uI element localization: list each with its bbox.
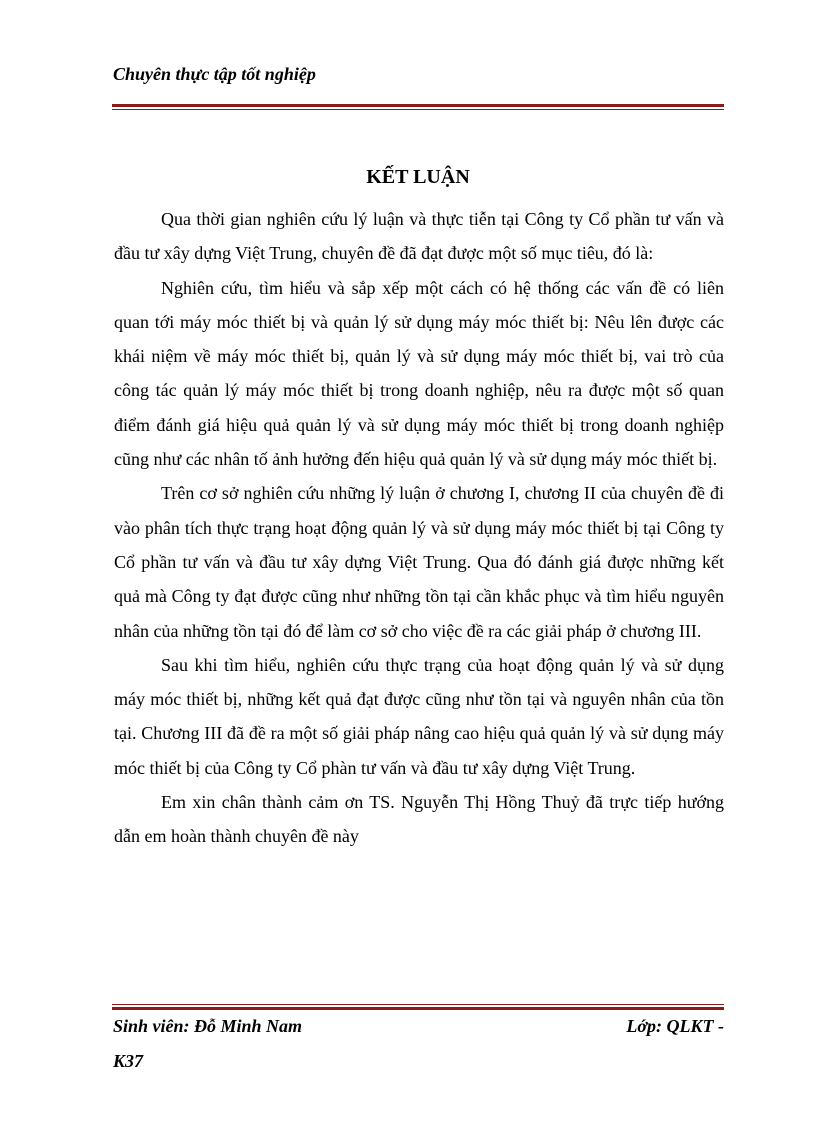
- paragraph: Nghiên cứu, tìm hiểu và sắp xếp một cách có hệ thống các vấn đề có liên quan tới máy móc thiết bị và quản lý sử dụng máy móc thiết bị: Nêu lên được các khái niệm về máy móc thiết bị, quản lý và sử dụng máy móc thiết bị, vai trò của công tác quản lý máy móc thiết bị trong doanh nghiệp, nêu ra được một số quan điểm đánh giá hiệu quả quản lý và sử dụng máy móc thiết bị trong doanh nghiệp cũng như các nhân tố ảnh hưởng đến hiệu quả quản lý và sử dụng máy móc thiết bị.: [114, 277, 724, 470]
- paragraph: Trên cơ sở nghiên cứu những lý luận ở chương I, chương II của chuyên đề đi vào phân tích thực trạng hoạt động quản lý và sử dụng máy móc thiết bị tại Công ty Cổ phần tư vấn và đầu tư xây dựng Việt Trung. Qua đó đánh giá được những kết quả mà Công ty đạt được cũng như những tồn tại cần khắc phục và tìm hiểu nguyên nhân của những tồn tại đó để làm cơ sở cho việc đề ra các giải pháp ở chương III.: [114, 483, 724, 641]
- document-body: [114, 202, 724, 854]
- paragraph: Sau khi tìm hiểu, nghiên cứu thực trạng của hoạt động quản lý và sử dụng máy móc thiết bị, những kết quả đạt được cũng như tồn tại và nguyên nhân của tồn tại. Chương III đã đề ra một số giải pháp nâng cao hiệu quả quản lý và sử dụng máy móc thiết bị của Công ty Cổ phàn tư vấn và đầu tư xây dựng Việt Trung.: [114, 654, 724, 778]
- header-title: Chuyên thực tập tốt nghiệp: [113, 64, 316, 84]
- footer-class-code: K37: [113, 1051, 144, 1071]
- footer-student: Sinh viên: Đỗ Minh Nam: [113, 1016, 303, 1036]
- paragraph: Em xin chân thành cảm ơn TS. Nguyễn Thị Hồng Thuỷ đã trực tiếp hướng dẫn em hoàn thành chuyên đề này: [114, 792, 724, 847]
- paragraph: Qua thời gian nghiên cứu lý luận và thực tiễn tại Công ty Cổ phần tư vấn và đầu tư xây dựng Việt Trung, chuyên đề đã đạt được một số mục tiêu, đó là:: [114, 209, 724, 264]
- page-title: KẾT LUẬN: [366, 166, 470, 188]
- footer-divider: [112, 1004, 724, 1011]
- footer-class-label: Lớp: QLKT -: [626, 1016, 724, 1036]
- header-divider: [112, 104, 724, 111]
